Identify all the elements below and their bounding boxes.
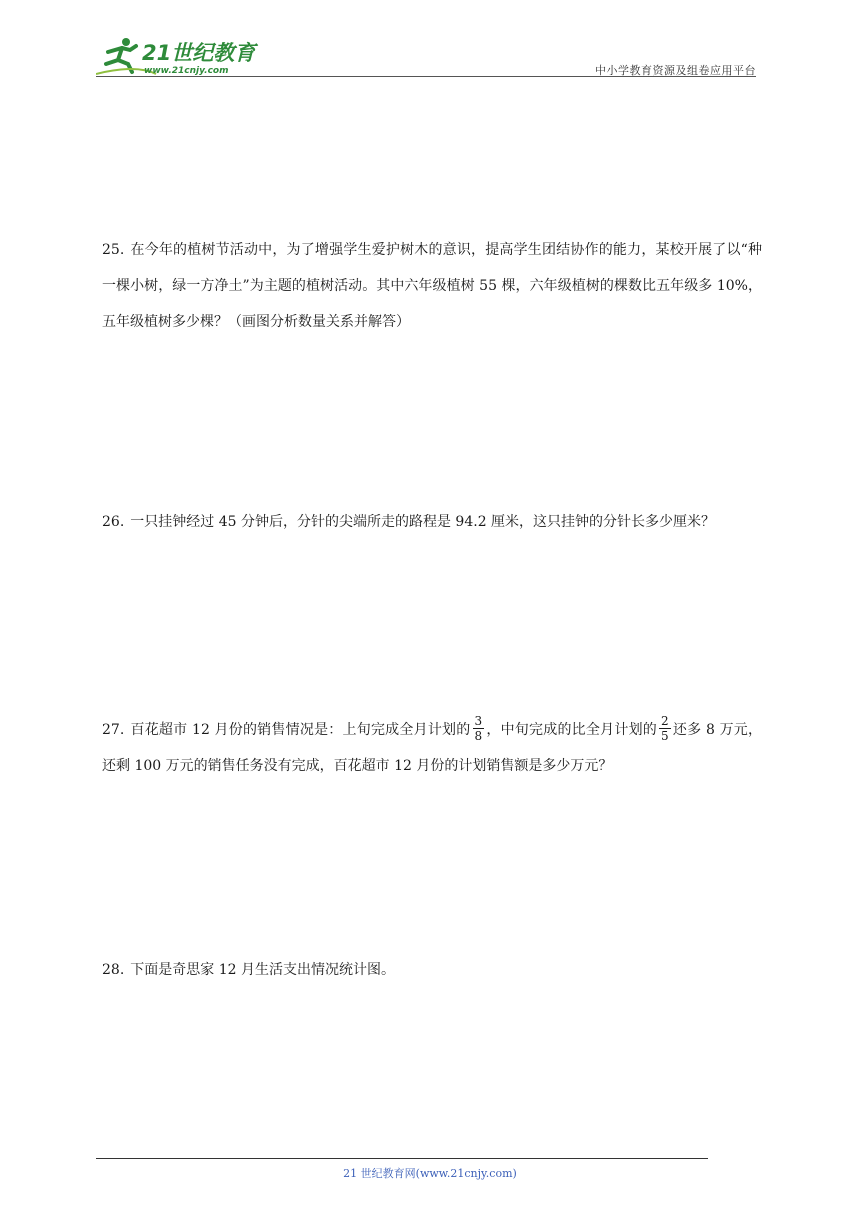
question-number: 28. xyxy=(102,962,125,978)
footer-divider xyxy=(96,1158,708,1159)
fraction-denominator: 5 xyxy=(661,728,669,743)
logo-text: 21世纪教育 xyxy=(142,41,256,65)
question-28 xyxy=(102,952,762,988)
question-text: 下面是奇思家 12 月生活支出情况统计图。 xyxy=(130,962,395,978)
header-divider xyxy=(96,76,756,77)
question-number: 26. xyxy=(102,514,125,530)
question-text-part3: 还多 8 万元，还剩 100 万元的销售任务没有完成，百花超市 12 月份的计划销售额是多少万元？ xyxy=(102,722,763,774)
question-text: 在今年的植树节活动中，为了增强学生爱护树木的意识，提高学生团结协作的能力，某校开展了以“种一棵小树，绿一方净土”为主题的植树活动。其中六年级植树 55 棵，六年级植树的棵数比五年级多 10%，五年级植树多少棵？（画图分析数量关系并解答） xyxy=(102,242,762,330)
site-logo xyxy=(96,34,276,76)
question-25 xyxy=(102,232,762,340)
question-text-part2: ，中旬完成的比全月计划的 xyxy=(486,722,658,738)
platform-tagline: 中小学教育资源及组卷应用平台 xyxy=(595,64,756,77)
question-number: 25. xyxy=(102,242,125,258)
fraction-two-fifths xyxy=(659,714,671,743)
page-header xyxy=(96,30,756,78)
question-text-part1: 百花超市 12 月份的销售情况是：上旬完成全月计划的 xyxy=(130,722,471,738)
question-26 xyxy=(102,504,762,540)
footer-link[interactable]: 21 世纪教育网(www.21cnjy.com) xyxy=(343,1167,517,1180)
fraction-numerator: 3 xyxy=(474,713,483,728)
logo-url-text: www.21cnjy.com xyxy=(144,66,229,76)
question-text: 一只挂钟经过 45 分钟后，分针的尖端所走的路程是 94.2 厘米，这只挂钟的分针长多少厘米？ xyxy=(130,514,716,530)
question-number: 27. xyxy=(102,722,125,738)
question-27 xyxy=(102,712,762,784)
fraction-three-eighths xyxy=(473,714,485,743)
fraction-numerator: 2 xyxy=(661,713,669,728)
runner-logo-icon xyxy=(96,34,276,76)
fraction-denominator: 8 xyxy=(474,728,483,743)
